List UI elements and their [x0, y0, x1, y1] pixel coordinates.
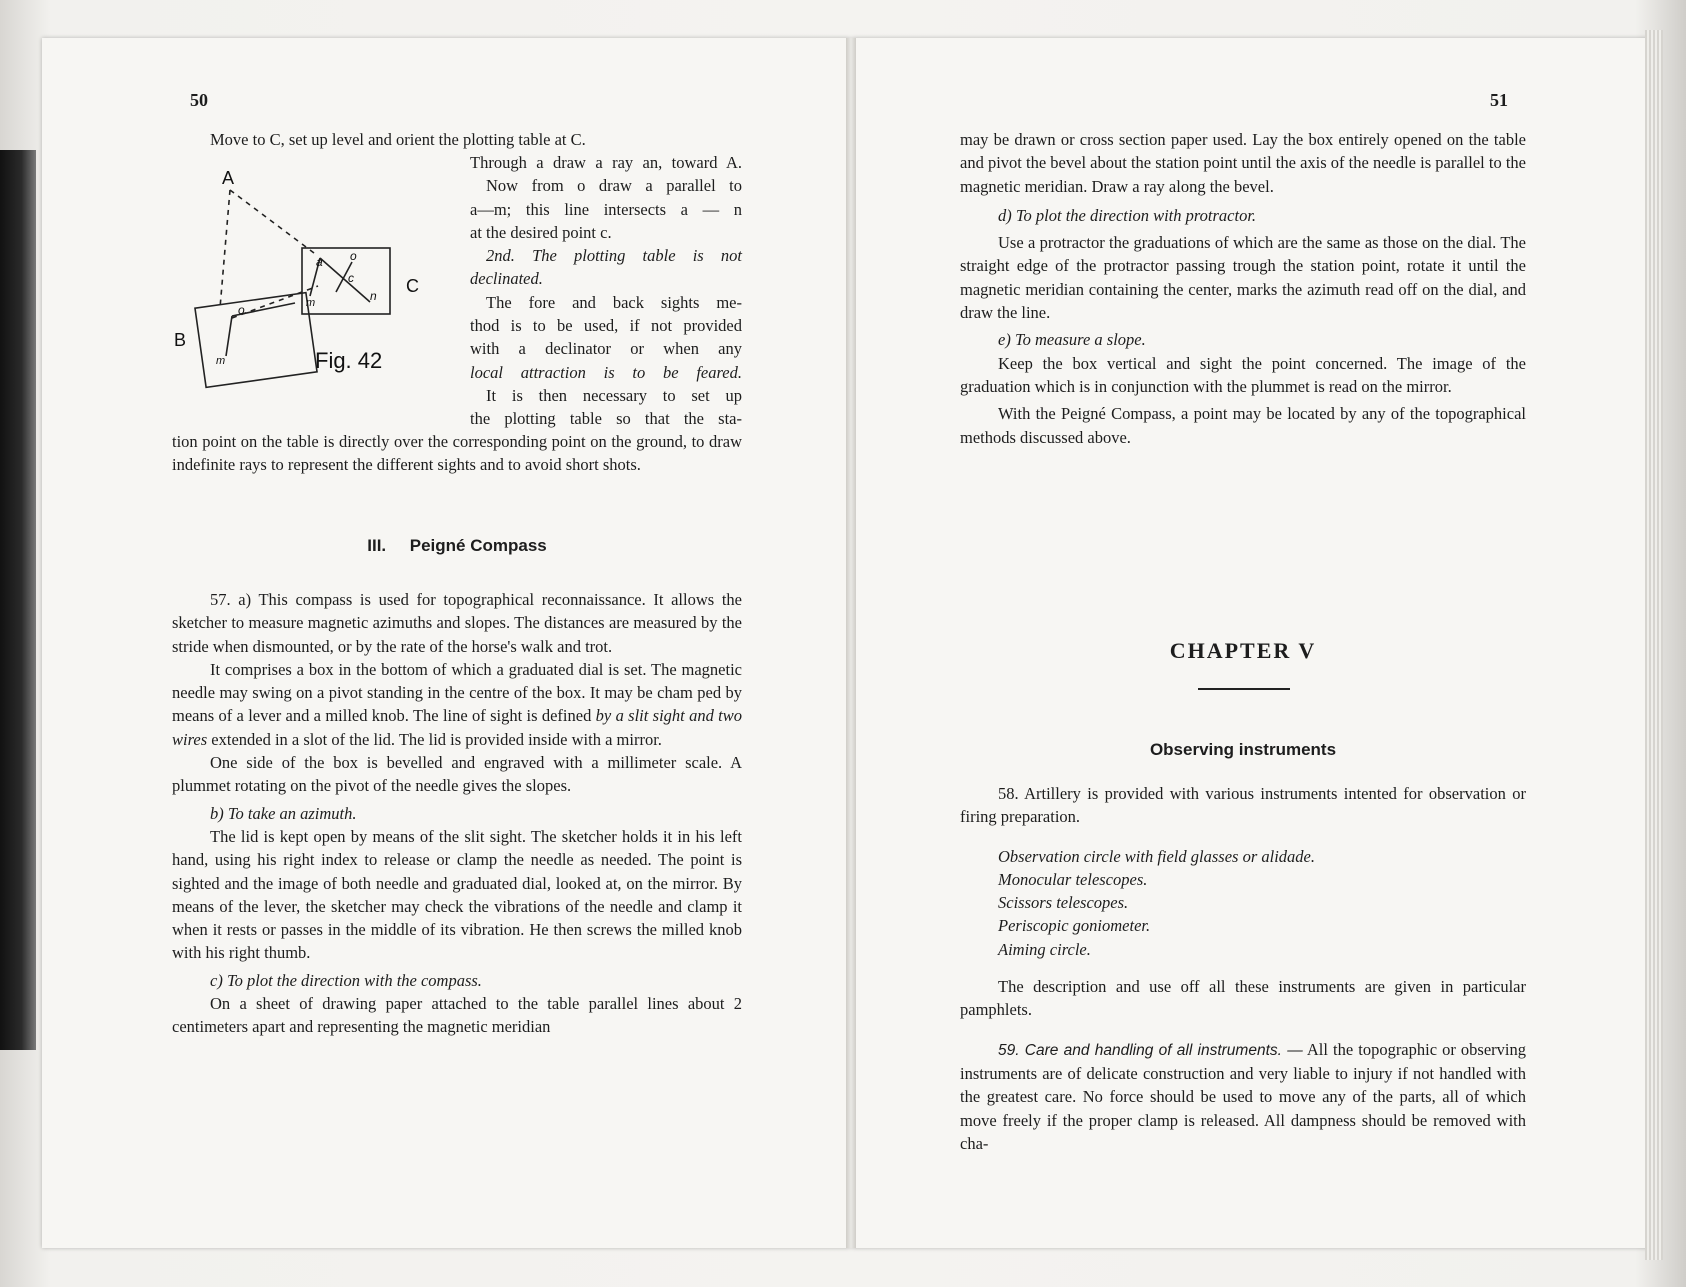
instrument-item: Observation circle with field glasses or alidade. — [998, 846, 1315, 866]
left-main-text — [172, 588, 742, 1039]
figure-dashed-line-ab — [220, 190, 230, 308]
para-57a: 57. a) This compass is used for topographical reconnaissance. It allows the sketcher to measure magnetic azimuths and slopes. The distances are measured by the stride when dismounted, or by the rate of the horse's walk and trot. — [172, 590, 742, 656]
wrap-line: 2nd. The plotting table is not — [486, 246, 742, 266]
wrap-line: at the desired point c. — [470, 222, 612, 242]
figure-42 — [160, 168, 460, 398]
figure-ray-om — [226, 316, 232, 356]
figure-label-o-top: o — [350, 249, 357, 263]
para-comprises-end: extended in a slot of the lid. The lid is provided inside with a mirror. — [207, 729, 662, 749]
wrap-line: with a declinator or when any — [470, 339, 742, 359]
instrument-item: Scissors telescopes. — [998, 893, 1129, 913]
right-top-text — [960, 128, 1526, 449]
para-comprises-start: It comprises a box in the bottom of which a graduated dial is set. The magnetic needle may swing on a pivot standing in the centre of the box. It may be cham ped by means of a lever and a milled knob. The line of sight is defined — [172, 659, 742, 726]
left-page-number: 50 — [190, 90, 208, 110]
chapter-rule — [1198, 688, 1290, 690]
right-page-number: 51 — [1490, 90, 1508, 110]
para-59-body: All the topographic or observing instruments are of delicate construction and very liable to injury if not handled with the greatest care. No force should be used to move any of the parts, all of which move freely if the proper clamp is released. All dampness should be removed with cha- — [960, 1039, 1526, 1153]
para-slope: Keep the box vertical and sight the point concerned. The image of the graduation which is in conjunction with the plummet is read on the mirror. — [960, 353, 1526, 396]
instrument-item: Aiming circle. — [998, 939, 1091, 959]
figure-caption: Fig. 42 — [315, 348, 383, 373]
figure-box-b — [195, 293, 317, 388]
wrap-line: the plotting table so that the sta- — [470, 409, 742, 429]
right-section-heading: Observing instruments — [1149, 740, 1337, 759]
wrap-line: a—m; this line intersects a — n — [470, 199, 742, 219]
figure-label-c: c — [348, 271, 354, 285]
intro-first-line: Move to C, set up level and orient the plotting table at C. — [210, 130, 586, 149]
subheading-d: d) To plot the direction with protractor. — [998, 205, 1257, 225]
figure-label-C: C — [406, 276, 419, 296]
left-section-heading: III. Peigné Compass — [367, 536, 547, 555]
wrap-line: local attraction is to be feared. — [470, 362, 742, 382]
wrap-text-block — [470, 151, 742, 431]
wrap-line: declinated. — [470, 269, 543, 289]
para-continuation: may be drawn or cross section paper used. Lay the box entirely opened on the table and pivot the bevel about the station point until the axis of the needle is parallel to the magnetic meridian. Draw a ray along the bevel. — [960, 130, 1526, 196]
subheading-e: e) To measure a slope. — [998, 330, 1146, 350]
para-peigne: With the Peigné Compass, a point may be located by any of the topographical methods discussed above. — [960, 404, 1526, 447]
book-spine — [0, 150, 36, 1050]
instrument-list — [960, 845, 1526, 961]
book-gutter — [846, 38, 856, 1248]
figure-label-a: a — [316, 255, 323, 269]
wrap-line: thod is to be used, if not provided — [470, 316, 742, 336]
para-bevelled: One side of the box is bevelled and engraved with a millimeter scale. A plummet rotating on the pivot of the needle gives the slopes. — [172, 753, 742, 796]
wrap-line: It is then necessary to set up — [486, 385, 742, 405]
instrument-item: Periscopic goniometer. — [998, 916, 1151, 936]
wrap-line: Now from o draw a parallel to — [486, 176, 742, 196]
para-protractor: Use a protractor the graduations of which are the same as those on the dial. The straight edge of the protractor passing trough the station point, rotate it until the magnetic meridian containing the center, marks the azimuth read off on the dial, and draw the line. — [960, 233, 1526, 323]
right-bottom-text — [960, 782, 1526, 1155]
para-59 — [960, 1038, 1526, 1155]
after-wrap-paragraph: tion point on the table is directly over the corresponding point on the ground, to draw indefinite rays to represent the different sights and to avoid short shots. — [172, 432, 742, 475]
figure-label-m-bottom: m — [216, 355, 226, 367]
para-58: 58. Artillery is provided with various instruments intented for observation or firing preparation. — [960, 784, 1526, 827]
figure-ray-an — [320, 258, 370, 302]
subheading-c: c) To plot the direction with the compass. — [210, 970, 482, 990]
figure-label-m-top: m — [306, 297, 316, 309]
instrument-item: Monocular telescopes. — [998, 869, 1148, 889]
para-comprises — [172, 658, 742, 751]
figure-dashed-line-ac — [230, 190, 318, 256]
figure-label-o-left: o — [238, 303, 245, 317]
wrap-line: Through a draw a ray an, toward A. — [470, 153, 742, 172]
para-59-title: 59. Care and handling of all instruments. — — [998, 1041, 1303, 1059]
para-lid: The lid is kept open by means of the slit sight. The sketcher holds it in his left hand, using his right index to release or clamp the needle as needed. The point is sighted and the image of both needle and graduated dial, looked at, on the mirror. By means of the lever, the sketcher may check the vibrations of the needle and clamp it when it rests or passes in the middle of its vibration. He then screws the milled knob with his right thumb. — [172, 826, 742, 963]
subheading-b: b) To take an azimuth. — [210, 803, 357, 823]
figure-label-B: B — [174, 330, 187, 350]
wrap-line: The fore and back sights me- — [486, 292, 742, 312]
figure-label-A: A — [222, 168, 235, 188]
chapter-title: CHAPTER V — [1169, 638, 1317, 663]
para-comprises-italic: by a slit sight and two wires — [172, 706, 742, 749]
para-description: The description and use off all these instruments are given in particular pamphlets. — [960, 977, 1526, 1020]
para-sheet: On a sheet of drawing paper attached to the table parallel lines about 2 centimeters apart and representing the magnetic meridian — [172, 994, 742, 1037]
figure-label-n: n — [370, 289, 377, 303]
left-intro-line — [172, 128, 742, 151]
page-edges — [1645, 30, 1663, 1260]
